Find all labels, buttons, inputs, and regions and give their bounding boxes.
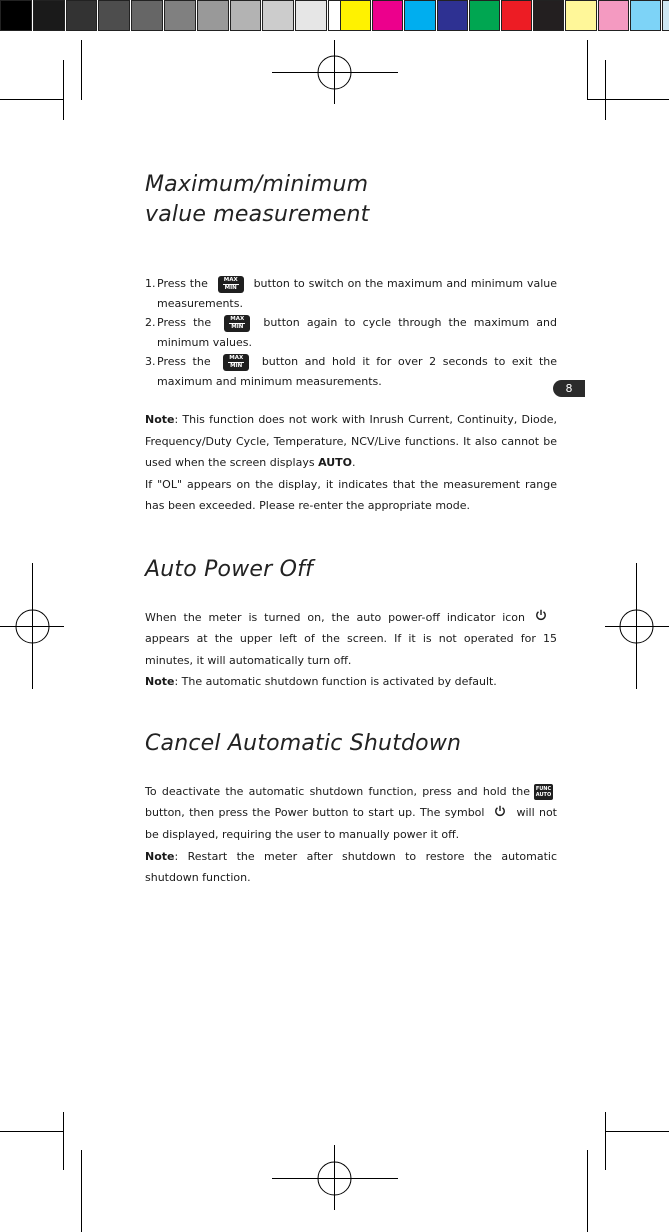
step-text-before: Press the <box>157 277 208 290</box>
note-auto-label: AUTO <box>318 456 353 469</box>
cancel-text-after: will not be displayed, requiring the user to manually power it off. <box>145 806 557 841</box>
title-line-1: Maximum/minimum <box>145 172 369 197</box>
list-item <box>145 352 557 391</box>
max-min-button-icon: MAX MIN <box>223 354 249 371</box>
auto-off-note-paragraph <box>145 671 557 693</box>
power-icon <box>535 607 547 629</box>
note-label: Note <box>145 675 175 689</box>
cancel-text-before: To deactivate the automatic shutdown function, press and hold the <box>145 784 530 798</box>
power-icon <box>494 803 506 825</box>
section-title-max-min <box>145 170 557 230</box>
auto-power-off-paragraph <box>145 607 557 672</box>
step-number: 2. <box>145 316 156 329</box>
step-text-after: button and hold it for over 2 seconds to exit the maximum and minimum measurements. <box>157 355 558 388</box>
list-item <box>145 313 557 352</box>
max-min-button-icon: MAX MIN <box>218 276 244 293</box>
func-auto-button-icon: FUNC AUTO <box>535 785 552 798</box>
note-end: . <box>352 456 356 469</box>
step-text-after: button to switch on the maximum and minimum value measurements. <box>157 277 557 310</box>
ol-paragraph: If "OL" appears on the display, it indicates that the measurement range has been exceeded. Please re-enter the appropriate mode. <box>145 477 557 512</box>
step-text-after: button again to cycle through the maximum and minimum values. <box>157 316 557 349</box>
page-number-tab: 8 <box>553 380 585 397</box>
note-label: Note <box>145 849 175 863</box>
cancel-shutdown-paragraph <box>145 781 557 846</box>
step-text <box>157 313 557 352</box>
cancel-text-mid: button, then press the Power button to start up. The symbol <box>145 806 485 820</box>
section-title-cancel-shutdown: Cancel Automatic Shutdown <box>145 730 462 756</box>
step-text-before: Press the <box>157 355 211 368</box>
title-line-2: value measurement <box>145 202 370 227</box>
manual-page-content <box>145 170 557 889</box>
note-label: Note <box>145 413 175 426</box>
list-item <box>145 274 557 313</box>
step-text-before: Press the <box>157 316 212 329</box>
auto-off-text-after: appears at the upper left of the screen. If it is not operated for 15 minutes, it will automatically turn off. <box>145 632 557 667</box>
step-text <box>157 274 557 313</box>
step-text <box>157 352 557 391</box>
note-text: : Restart the meter after shutdown to restore the automatic shutdown function. <box>145 849 557 884</box>
section-title-auto-power-off: Auto Power Off <box>145 556 313 582</box>
steps-list <box>145 274 557 391</box>
note-paragraph <box>145 409 557 474</box>
note-text: : The automatic shutdown function is activated by default. <box>174 675 497 689</box>
max-min-button-icon: MAX MIN <box>224 315 250 332</box>
auto-off-text-before: When the meter is turned on, the auto power-off indicator icon <box>145 610 525 624</box>
cancel-note-paragraph <box>145 846 557 889</box>
step-number: 3. <box>145 355 156 368</box>
step-number: 1. <box>145 277 156 290</box>
note-text: : This function does not work with Inrush Current, Continuity, Diode, Frequency/Duty Cycle, Temperature, NCV/Live functions. It also cannot be used when the screen displays <box>145 413 557 469</box>
